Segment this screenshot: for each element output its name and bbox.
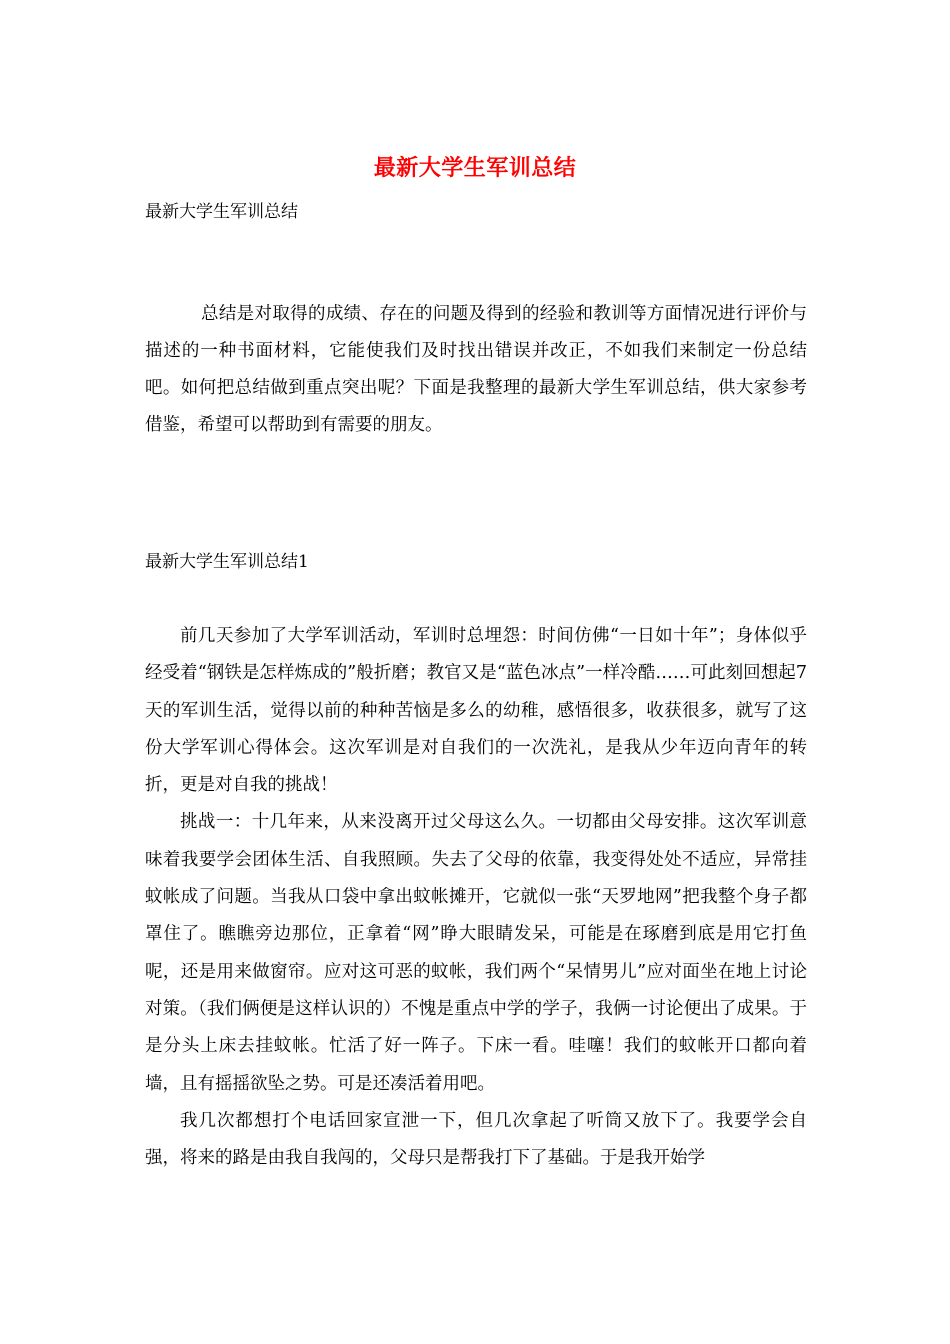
document-title: 最新大学生军训总结 bbox=[373, 155, 577, 181]
body-paragraph: 我几次都想打个电话回家宣泄一下，但几次拿起了听筒又放下了。我要学会自强，将来的路是由我自我闯的，父母只是帮我打下了基础。于是我开始学 bbox=[145, 1110, 807, 1169]
intro-paragraph: 总结是对取得的成绩、存在的问题及得到的经验和教训等方面情况进行评价与描述的一种书面材料，它能使我们及时找出错误并改正，不如我们来制定一份总结吧。如何把总结做到重点突出呢？下面是我整理的最新大学生军训总结，供大家参考借鉴，希望可以帮助到有需要的朋友。 bbox=[145, 304, 807, 435]
section-heading: 最新大学生军训总结1 bbox=[145, 552, 309, 572]
document-subtitle: 最新大学生军训总结 bbox=[145, 202, 298, 222]
body-paragraph: 前几天参加了大学军训活动，军训时总埋怨：时间仿佛“一日如十年”；身体似乎经受着“钢铁是怎样炼成的”般折磨；教官又是“蓝色冰点”一样冷酷……可此刻回想起7天的军训生活，觉得以前的种种苦恼是多么的幼稚，感悟很多，收获很多，就写了这份大学军训心得体会。这次军训是对自我们的一次洗礼，是我从少年迈向青年的转折，更是对自我的挑战！ bbox=[145, 626, 807, 796]
body-paragraph: 挑战一：十几年来，从来没离开过父母这么久。一切都由父母安排。这次军训意味着我要学会团体生活、自我照顾。失去了父母的依靠，我变得处处不适应，异常挂蚊帐成了问题。当我从口袋中拿出蚊帐摊开，它就似一张“天罗地网”把我整个身子都罩住了。瞧瞧旁边那位，正拿着“网”睁大眼睛发呆，可能是在琢磨到底是用它打鱼呢，还是用来做窗帘。应对这可恶的蚊帐，我们两个“呆情男儿”应对面坐在地上讨论对策。（我们俩便是这样认识的）不愧是重点中学的学子，我俩一讨论便出了成果。于是分头上床去挂蚊帐。忙活了好一阵子。下床一看。哇噻！我们的蚊帐开口都向着墙，且有摇摇欲坠之势。可是还凑活着用吧。 bbox=[145, 812, 807, 1094]
body-text bbox=[145, 618, 807, 1177]
